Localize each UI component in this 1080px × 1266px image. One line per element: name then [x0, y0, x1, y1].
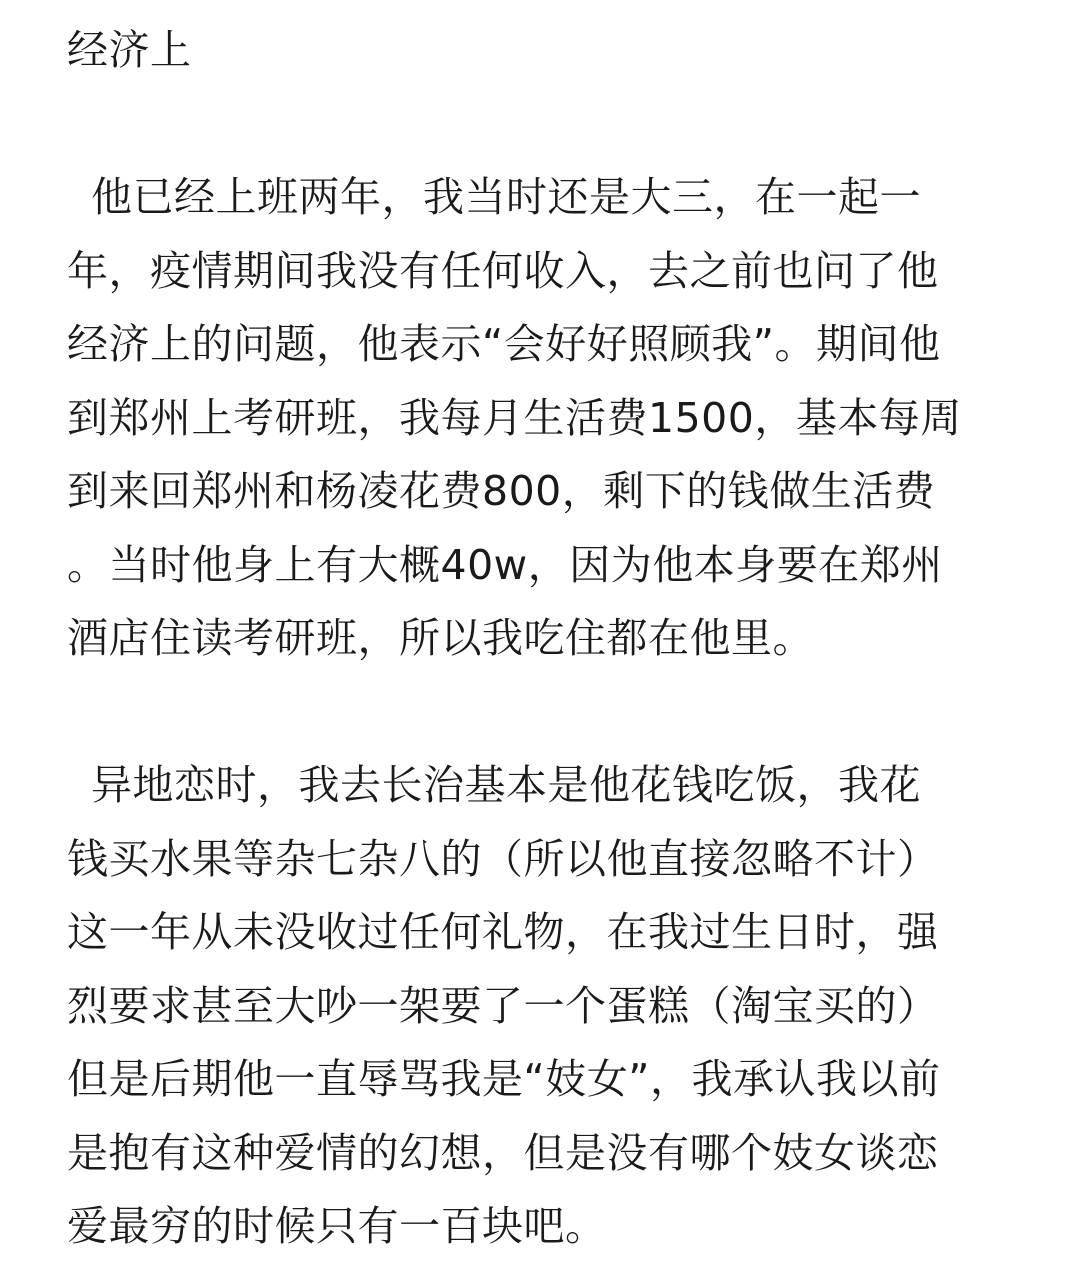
paragraph-line: 钱买水果等杂七杂八的（所以他直接忽略不计）	[67, 834, 939, 883]
paragraph-gap	[67, 88, 1017, 162]
paragraph-line: 但是后期他一直辱骂我是“妓女”，我承认我以前	[67, 1055, 941, 1103]
article-body	[67, 14, 1017, 1264]
paragraph-line: 年，疫情期间我没有任何收入，去之前也问了他	[67, 246, 939, 295]
paragraph-line: 他已经上班两年，我当时还是大三，在一起一	[91, 173, 921, 221]
paragraph-line: 到来回郑州和杨凌花费800，剩下的钱做生活费	[67, 467, 936, 515]
paragraph-line: 爱最穷的时候只有一百块吧。	[67, 1202, 607, 1250]
paragraph-line: 酒店住读考研班，所以我吃住都在他里。	[67, 614, 814, 662]
paragraph-line: 到郑州上考研班，我每月生活费1500，基本每周	[67, 393, 962, 442]
paragraph-1	[67, 161, 1017, 676]
heading-line: 经济上	[67, 26, 192, 74]
paragraph-line: 这一年从未没收过任何礼物，在我过生日时，强	[67, 908, 939, 956]
paragraph-line: 烈要求甚至大吵一架要了一个蛋糕（淘宝买的）	[67, 981, 939, 1030]
paragraph-2	[67, 749, 1017, 1264]
paragraph-gap	[67, 676, 1017, 750]
paragraph-line: 经济上的问题，他表示“会好好照顾我”。期间他	[67, 320, 941, 368]
paragraph-line: 。当时他身上有大概40w，因为他本身要在郑州	[67, 540, 943, 589]
paragraph-line: 异地恋时，我去长治基本是他花钱吃饭，我花	[91, 761, 921, 809]
paragraph-line: 是抱有这种爱情的幻想，但是没有哪个妓女谈恋	[67, 1128, 939, 1177]
